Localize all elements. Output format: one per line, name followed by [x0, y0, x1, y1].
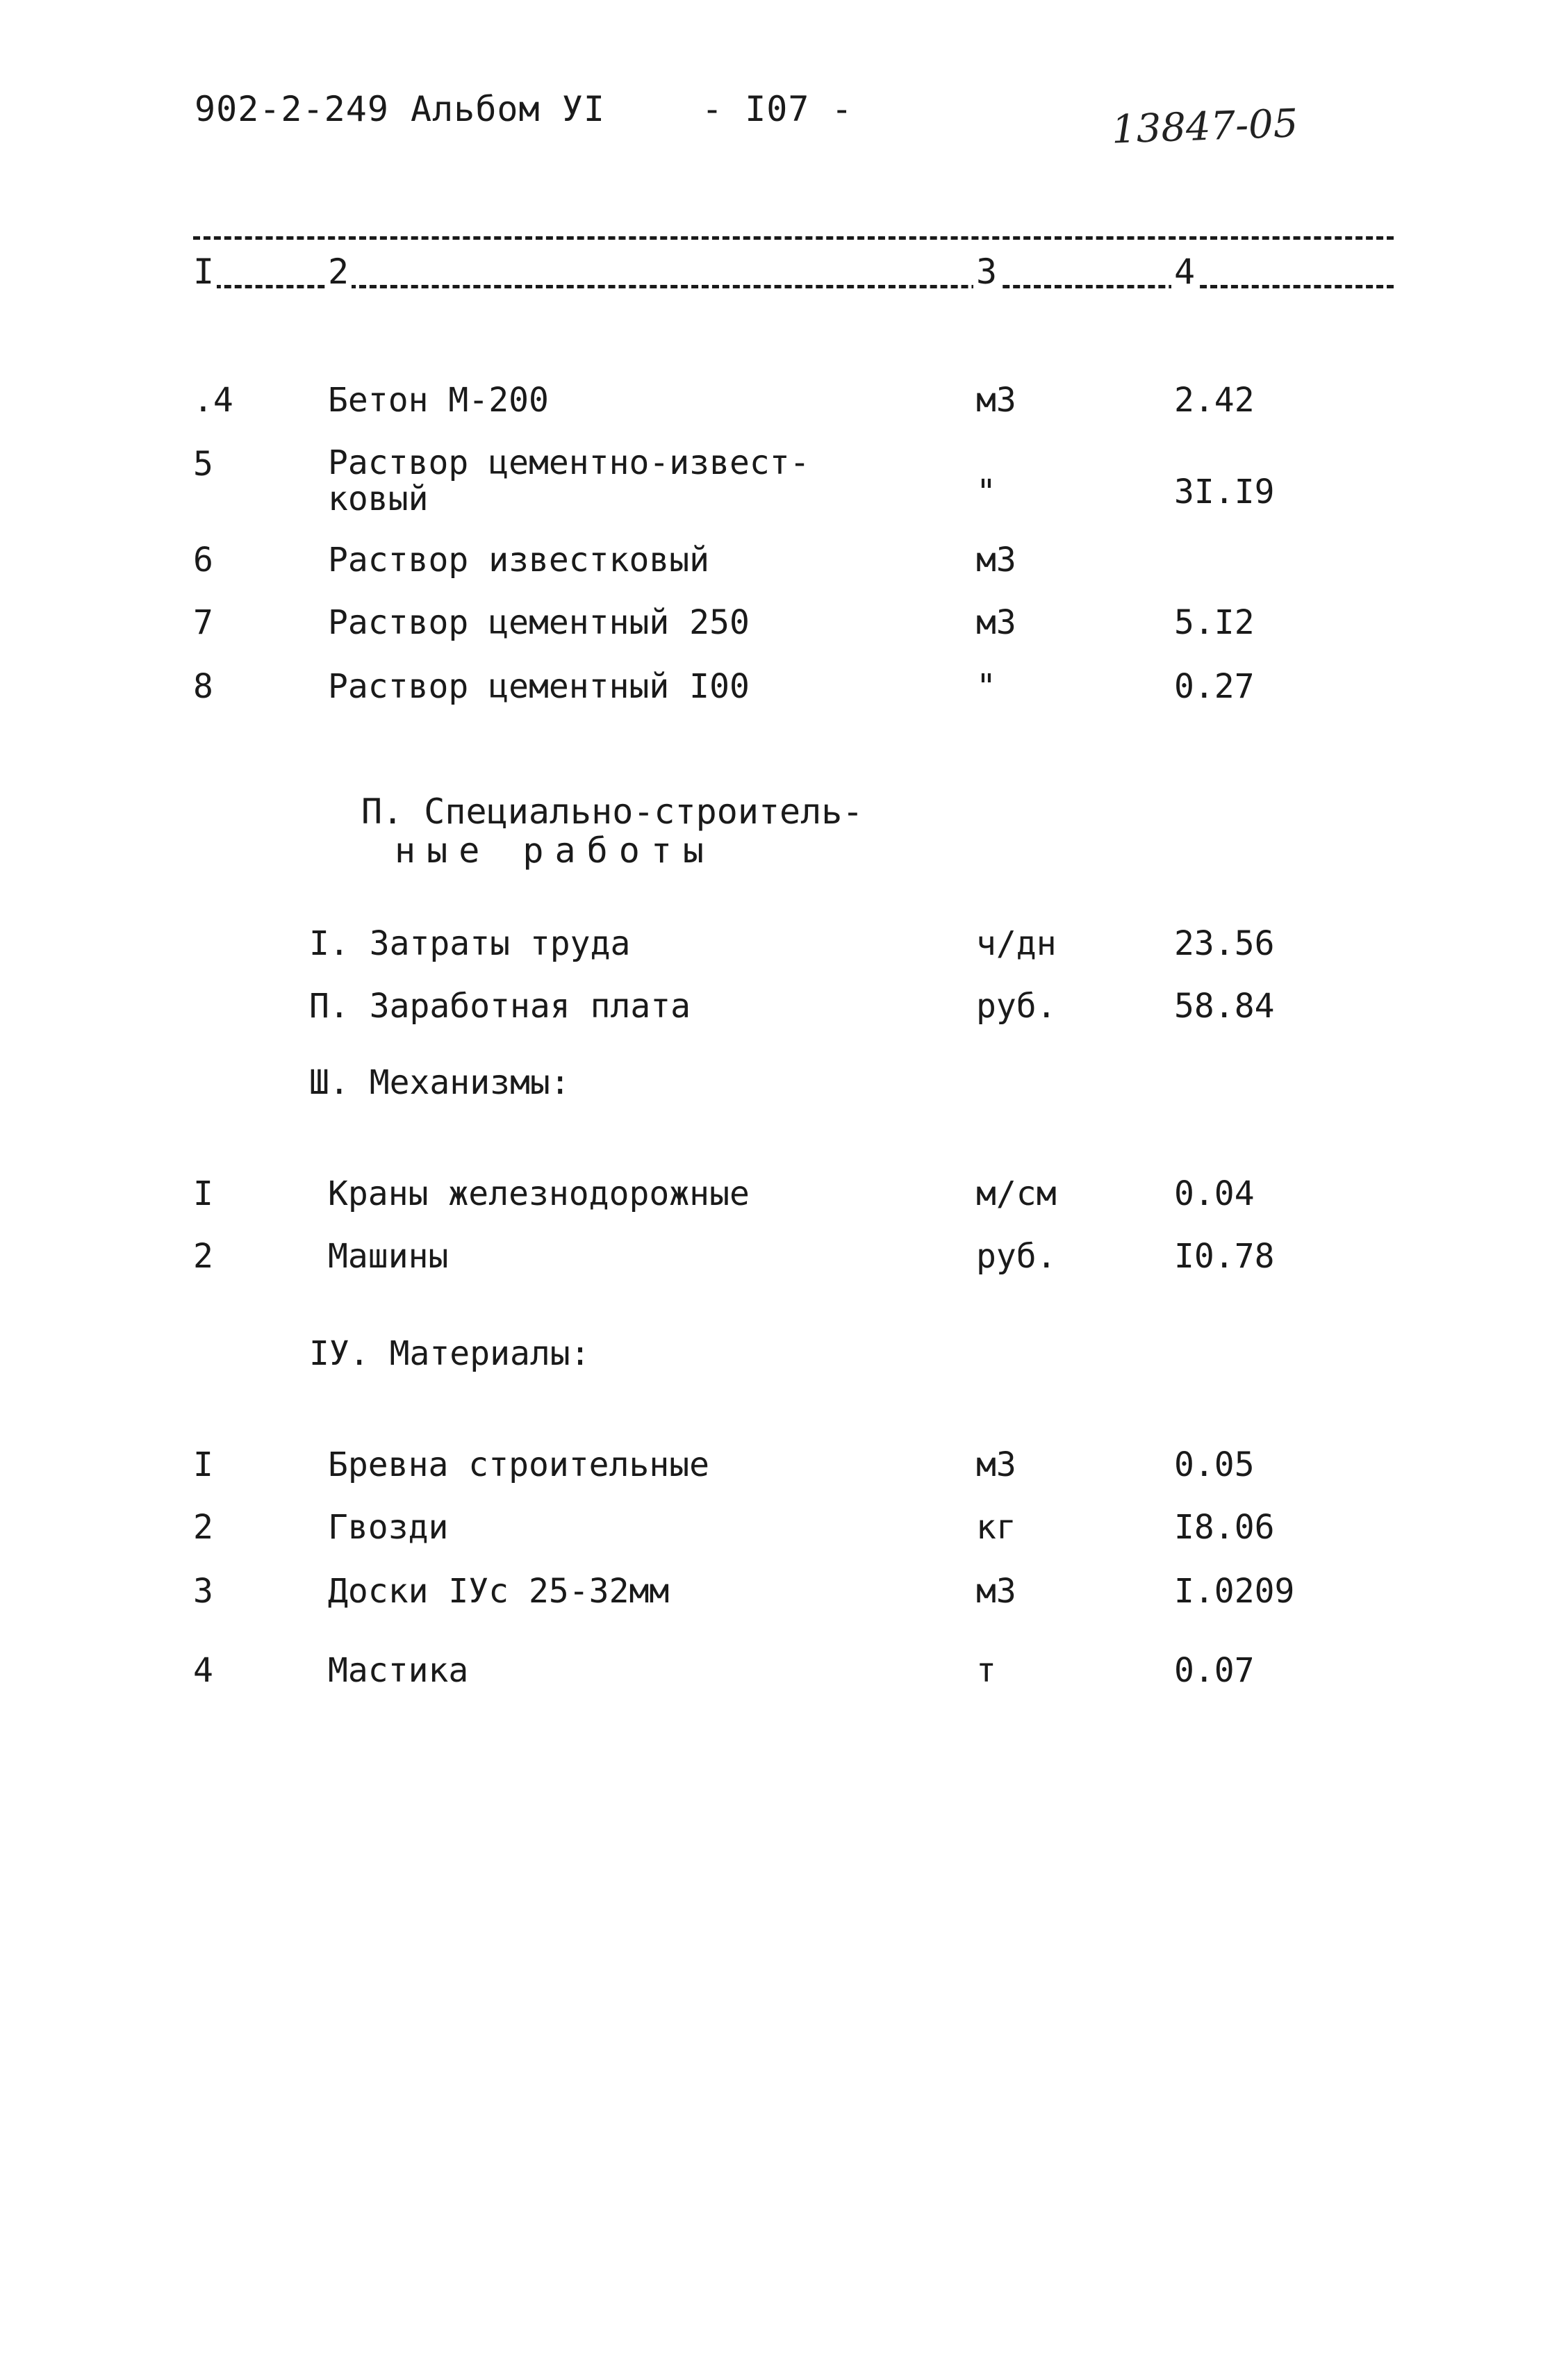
material-name: Доски IУс 25-32мм	[328, 1572, 670, 1611]
row-name: Раствор цементный I00	[328, 667, 750, 706]
mechanism-value: I0.78	[1174, 1237, 1275, 1276]
mechanism-value: 0.04	[1174, 1174, 1255, 1213]
handwritten-number: 13847-05	[1110, 101, 1299, 153]
row-name-line1: Раствор цементно-извест-	[328, 443, 810, 482]
material-unit: м3	[976, 1445, 1016, 1484]
material-name: Гвозди	[328, 1508, 449, 1547]
material-value: 0.07	[1174, 1651, 1255, 1690]
labor-cost-value: 23.56	[1174, 924, 1275, 963]
row-unit: "	[976, 473, 996, 511]
labor-cost-unit: ч/дн	[976, 924, 1057, 963]
material-unit: м3	[976, 1572, 1016, 1611]
row-name: Раствор известковый	[328, 541, 710, 580]
document-reference: 902-2-249 Альбом УI	[195, 89, 605, 129]
row-num: .4	[193, 381, 233, 420]
mechanism-num: 2	[193, 1237, 213, 1276]
material-value: I8.06	[1174, 1508, 1275, 1547]
column-header-4: 4	[1171, 252, 1198, 292]
mechanisms-title: Ш. Механизмы:	[309, 1063, 570, 1102]
row-value: 5.I2	[1174, 603, 1255, 642]
section-2-title	[361, 792, 863, 870]
row-num: 5	[193, 445, 213, 484]
table-header-rule	[193, 285, 1394, 288]
wages-label: П. Заработная плата	[309, 987, 691, 1026]
row-name	[328, 445, 810, 517]
material-value: 0.05	[1174, 1445, 1255, 1484]
material-num: 3	[193, 1572, 213, 1611]
labor-cost-label: I. Затраты труда	[309, 924, 631, 963]
material-num: 4	[193, 1651, 213, 1690]
row-name: Раствор цементный 250	[328, 603, 750, 642]
column-header-3: 3	[973, 252, 1000, 292]
row-name: Бетон М-200	[328, 381, 549, 420]
material-name: Бревна строительные	[328, 1445, 710, 1484]
mechanism-unit: м/см	[976, 1174, 1057, 1213]
wages-value: 58.84	[1174, 987, 1275, 1026]
mechanism-num: I	[193, 1174, 213, 1213]
row-value: 0.27	[1174, 667, 1255, 706]
table-top-rule	[193, 236, 1394, 240]
row-num: 8	[193, 667, 213, 706]
row-value: 2.42	[1174, 381, 1255, 420]
row-name-line2: ковый	[328, 479, 429, 518]
mechanism-unit: руб.	[976, 1237, 1057, 1276]
wages-unit: руб.	[976, 987, 1057, 1026]
column-header-2: 2	[325, 252, 352, 292]
row-unit: м3	[976, 541, 1016, 580]
page-number: - I07 -	[702, 89, 853, 129]
mechanism-name: Краны железнодорожные	[328, 1174, 750, 1213]
section-2-title-line1: П. Специально-строитель-	[361, 791, 864, 832]
row-unit: м3	[976, 381, 1016, 420]
column-header-1: I	[190, 252, 217, 292]
material-num: 2	[193, 1508, 213, 1547]
mechanism-name: Машины	[328, 1237, 449, 1276]
material-unit: т	[976, 1651, 996, 1690]
row-unit: "	[976, 667, 996, 706]
row-unit: м3	[976, 603, 1016, 642]
material-num: I	[193, 1445, 213, 1484]
row-num: 6	[193, 541, 213, 580]
materials-title: IУ. Материалы:	[309, 1334, 591, 1373]
material-unit: кг	[976, 1508, 1016, 1547]
row-num: 7	[193, 603, 213, 642]
section-2-title-line2: ные работы	[395, 830, 716, 871]
material-value: I.0209	[1174, 1572, 1295, 1611]
row-value: 3I.I9	[1174, 473, 1275, 511]
material-name: Мастика	[328, 1651, 469, 1690]
